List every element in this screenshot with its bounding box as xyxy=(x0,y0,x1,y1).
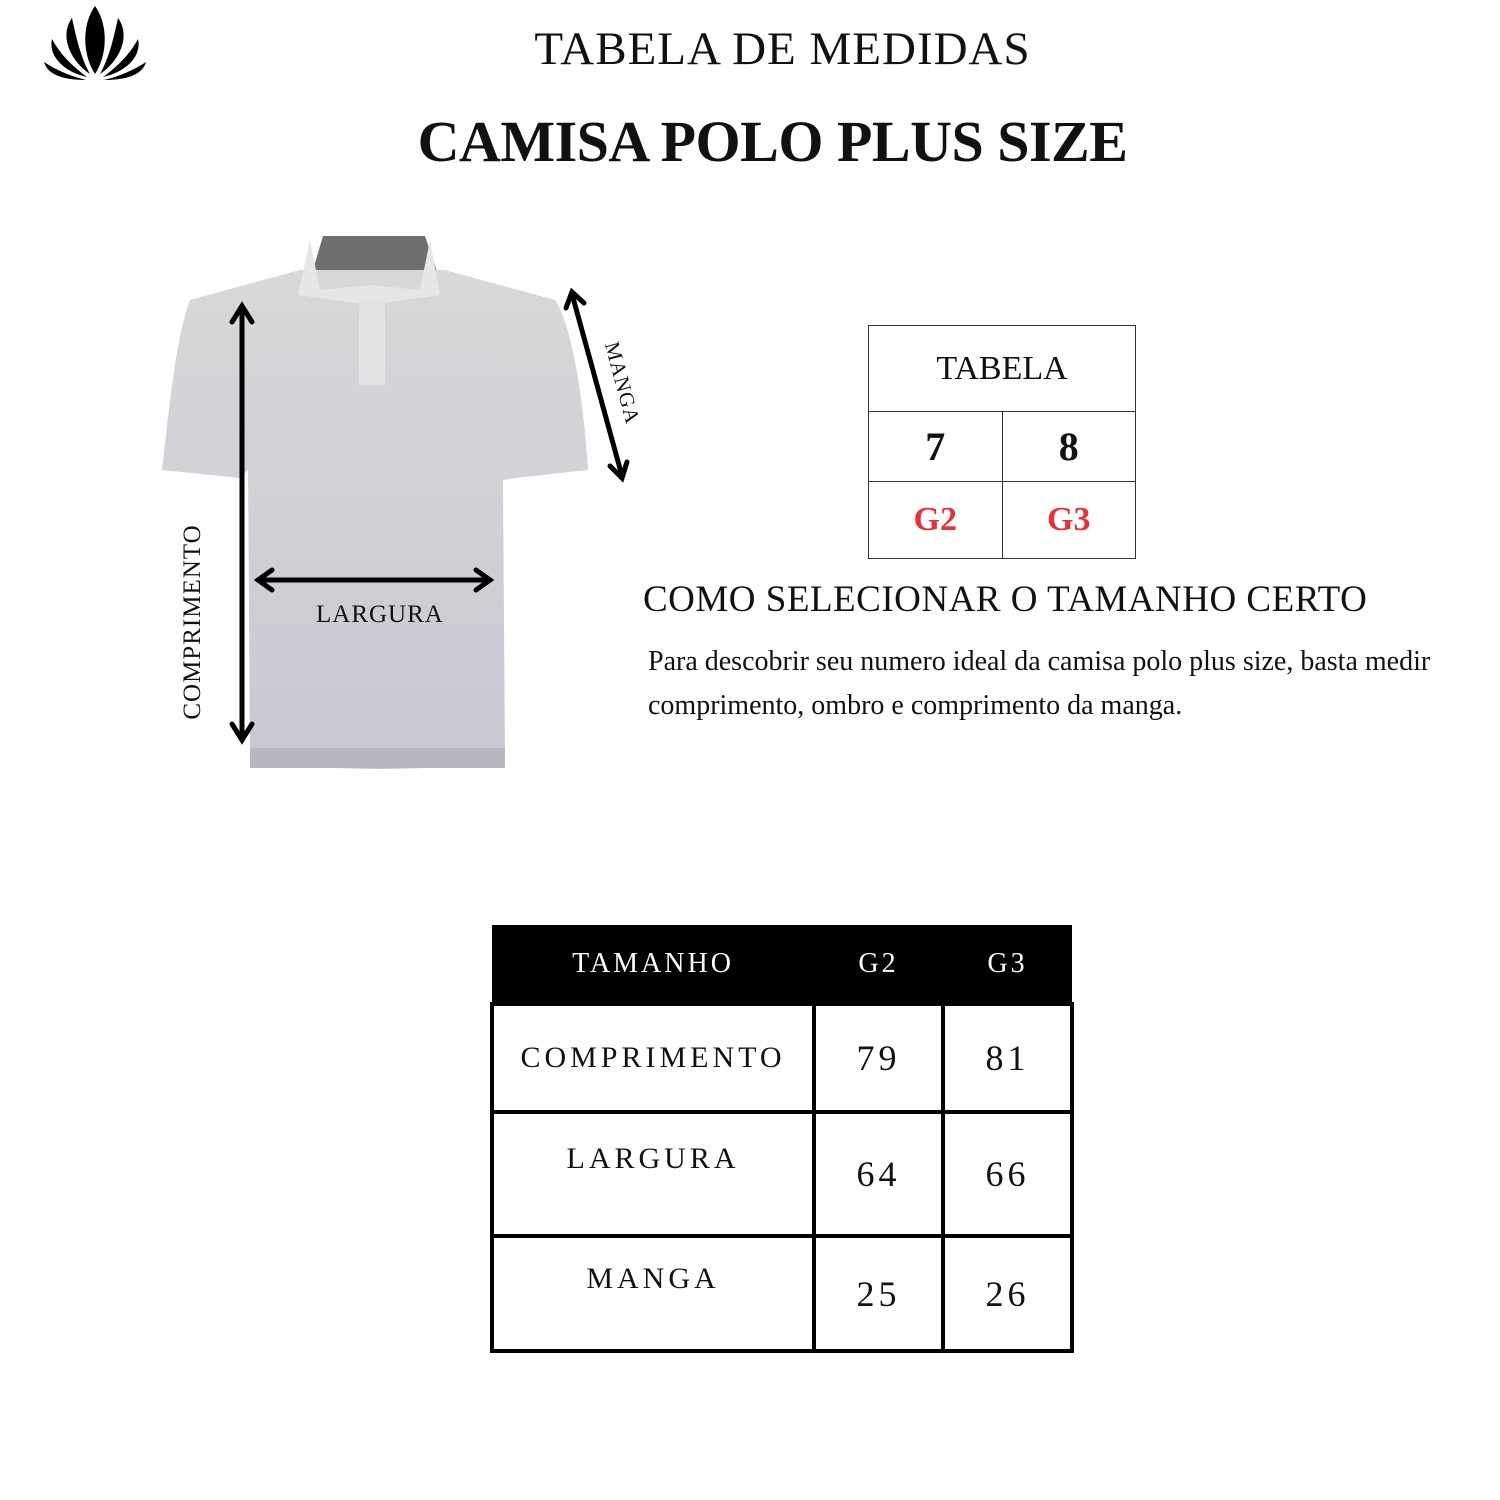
row-label: COMPRIMENTO xyxy=(492,1004,814,1112)
comprimento-label: COMPRIMENTO xyxy=(179,524,206,720)
cell-value: 79 xyxy=(814,1004,943,1112)
table-row xyxy=(492,1112,1072,1236)
table-row xyxy=(492,1236,1072,1351)
header-g2: G2 xyxy=(814,925,943,1004)
manga-label: MANGA xyxy=(599,339,645,427)
measurements-table xyxy=(490,925,1074,1353)
guide-text: Para descobrir seu numero ideal da camisa polo plus size, basta medir comprimento, ombro e comprimento da manga. xyxy=(648,646,1431,721)
size-map-title: TABELA xyxy=(869,326,1136,412)
page-title: CAMISA POLO PLUS SIZE xyxy=(417,109,1128,174)
size-code: G3 xyxy=(1002,482,1136,559)
cell-value: 81 xyxy=(943,1004,1072,1112)
row-label: MANGA xyxy=(492,1236,814,1351)
header-tamanho: TAMANHO xyxy=(492,925,814,1004)
cell-value: 64 xyxy=(814,1112,943,1236)
page-subtitle: TABELA DE MEDIDAS xyxy=(534,23,1031,75)
row-label: LARGURA xyxy=(492,1112,814,1236)
cell-value: 25 xyxy=(814,1236,943,1351)
size-code: G2 xyxy=(869,482,1003,559)
polo-shirt-diagram xyxy=(150,220,650,780)
header-g3: G3 xyxy=(943,925,1072,1004)
size-number: 8 xyxy=(1002,412,1136,482)
cell-value: 26 xyxy=(943,1236,1072,1351)
guide-heading: COMO SELECIONAR O TAMANHO CERTO xyxy=(643,579,1368,620)
size-map-table xyxy=(868,325,1136,559)
table-header-row xyxy=(492,925,1072,1004)
size-number: 7 xyxy=(869,412,1003,482)
cell-value: 66 xyxy=(943,1112,1072,1236)
table-row xyxy=(492,1004,1072,1112)
largura-label: LARGURA xyxy=(316,601,444,628)
